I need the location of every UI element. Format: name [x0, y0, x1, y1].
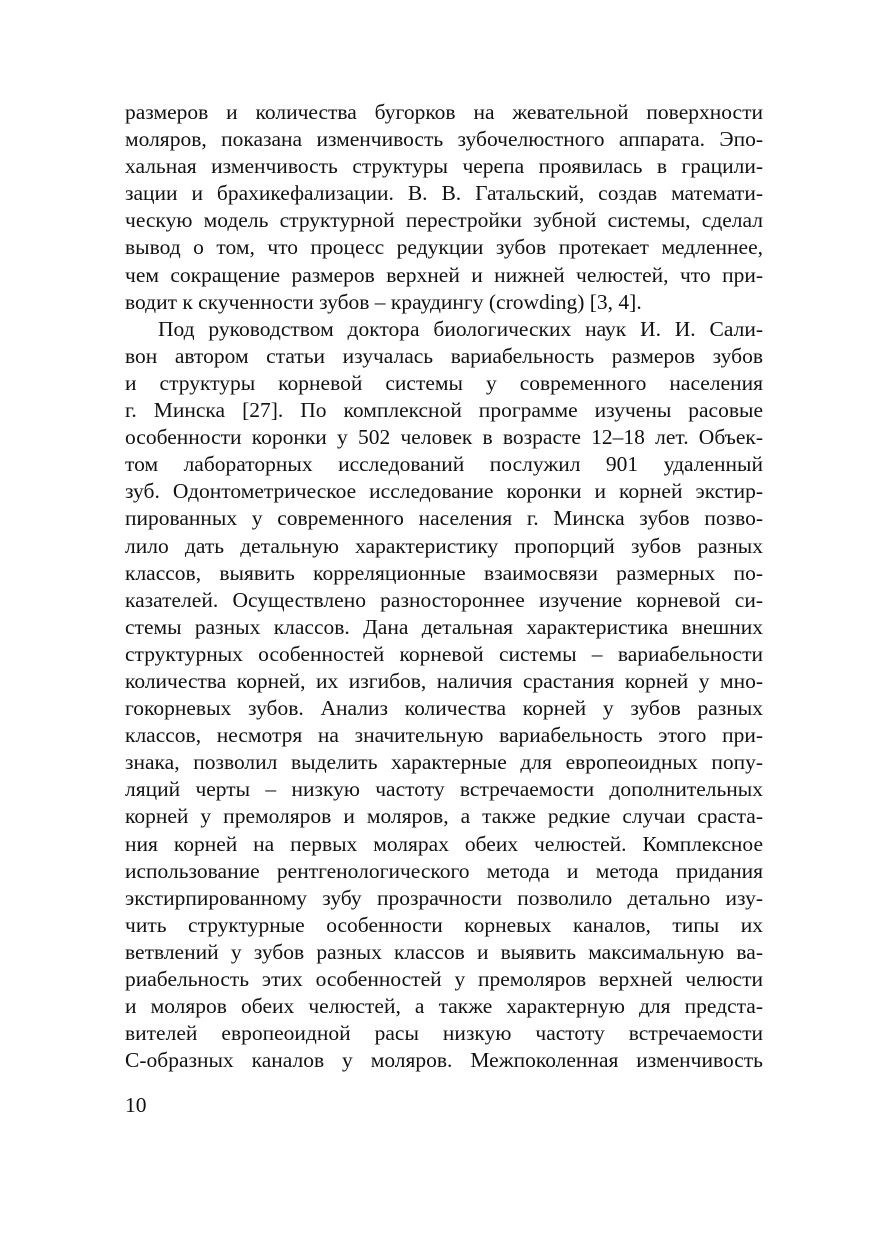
text-line: и структуры корневой системы у современного населения	[125, 370, 763, 395]
text-line: вывод о том, что процесс редукции зубов протекает медленнее,	[125, 235, 763, 260]
text-line: знака, позволил выделить характерные для европеоидных попу-	[125, 750, 763, 775]
text-line: г. Минска [27]. По комплексной программе изучены расовые	[125, 398, 763, 423]
text-line: хальная изменчивость структуры черепа проявилась в грацили-	[125, 154, 763, 179]
text-line: ляций черты – низкую частоту встречаемости дополнительных	[125, 777, 763, 802]
text-line: ческую модель структурной перестройки зубной системы, сделал	[125, 208, 763, 233]
text-line: гокорневых зубов. Анализ количества корней у зубов разных	[125, 696, 763, 721]
text-line: экстирпированному зубу прозрачности позволило детально изу-	[125, 885, 763, 910]
paragraph	[125, 99, 763, 316]
text-line: казателей. Осуществлено разностороннее изучение корневой си-	[125, 587, 763, 612]
text-line: использование рентгенологического метода и метода придания	[125, 858, 763, 883]
text-line: пированных у современного населения г. Минска зубов позво-	[125, 506, 763, 531]
text-line: C-образных каналов у моляров. Межпоколенная изменчивость	[125, 1048, 763, 1073]
text-line: Под руководством доктора биологических наук И. И. Сали-	[158, 316, 763, 341]
text-line: количества корней, их изгибов, наличия срастания корней у мно-	[125, 668, 763, 693]
text-line: ветвлений у зубов разных классов и выявить максимальную ва-	[125, 939, 763, 964]
text-line: зуб. Одонтометрическое исследование коронки и корней экстир-	[125, 479, 763, 504]
text-line: корней у премоляров и моляров, а также редкие случаи сраста-	[125, 804, 763, 829]
text-line: классов, несмотря на значительную вариабельность этого при-	[125, 723, 763, 748]
text-line: чем сокращение размеров верхней и нижней челюстей, что при-	[125, 262, 763, 287]
text-line: риабельность этих особенностей у премоляров верхней челюсти	[125, 967, 763, 991]
text-line: зации и брахикефализации. В. В. Гатальский, создав математи-	[125, 181, 763, 206]
text-line: структурных особенностей корневой системы – вариабельности	[125, 641, 763, 666]
text-line: и моляров обеих челюстей, а также характерную для предста-	[125, 994, 763, 1019]
text-line: вон автором статьи изучалась вариабельность размеров зубов	[125, 343, 763, 368]
page-body	[125, 99, 763, 1074]
page-number: 10	[125, 1093, 147, 1117]
text-line: ния корней на первых молярах обеих челюстей. Комплексное	[125, 831, 763, 856]
text-line: чить структурные особенности корневых каналов, типы их	[125, 912, 763, 937]
text-line: моляров, показана изменчивость зубочелюстного аппарата. Эпо-	[125, 127, 763, 152]
text-line: классов, выявить корреляционные взаимосвязи размерных по-	[125, 560, 763, 585]
text-line: вителей европеоидной расы низкую частоту встречаемости	[125, 1021, 763, 1046]
text-line: лило дать детальную характеристику пропорций зубов разных	[125, 533, 763, 558]
paragraph	[125, 316, 763, 1075]
text-line: водит к скученности зубов – краудингу (crowding) [3, 4].	[125, 289, 642, 314]
text-line: особенности коронки у 502 человек в возрасте 12–18 лет. Объек-	[125, 425, 763, 450]
text-line: размеров и количества бугорков на жевательной поверхности	[125, 100, 763, 124]
text-line: том лабораторных исследований послужил 901 удаленный	[125, 452, 763, 477]
text-line: стемы разных классов. Дана детальная характеристика внешних	[125, 614, 763, 639]
